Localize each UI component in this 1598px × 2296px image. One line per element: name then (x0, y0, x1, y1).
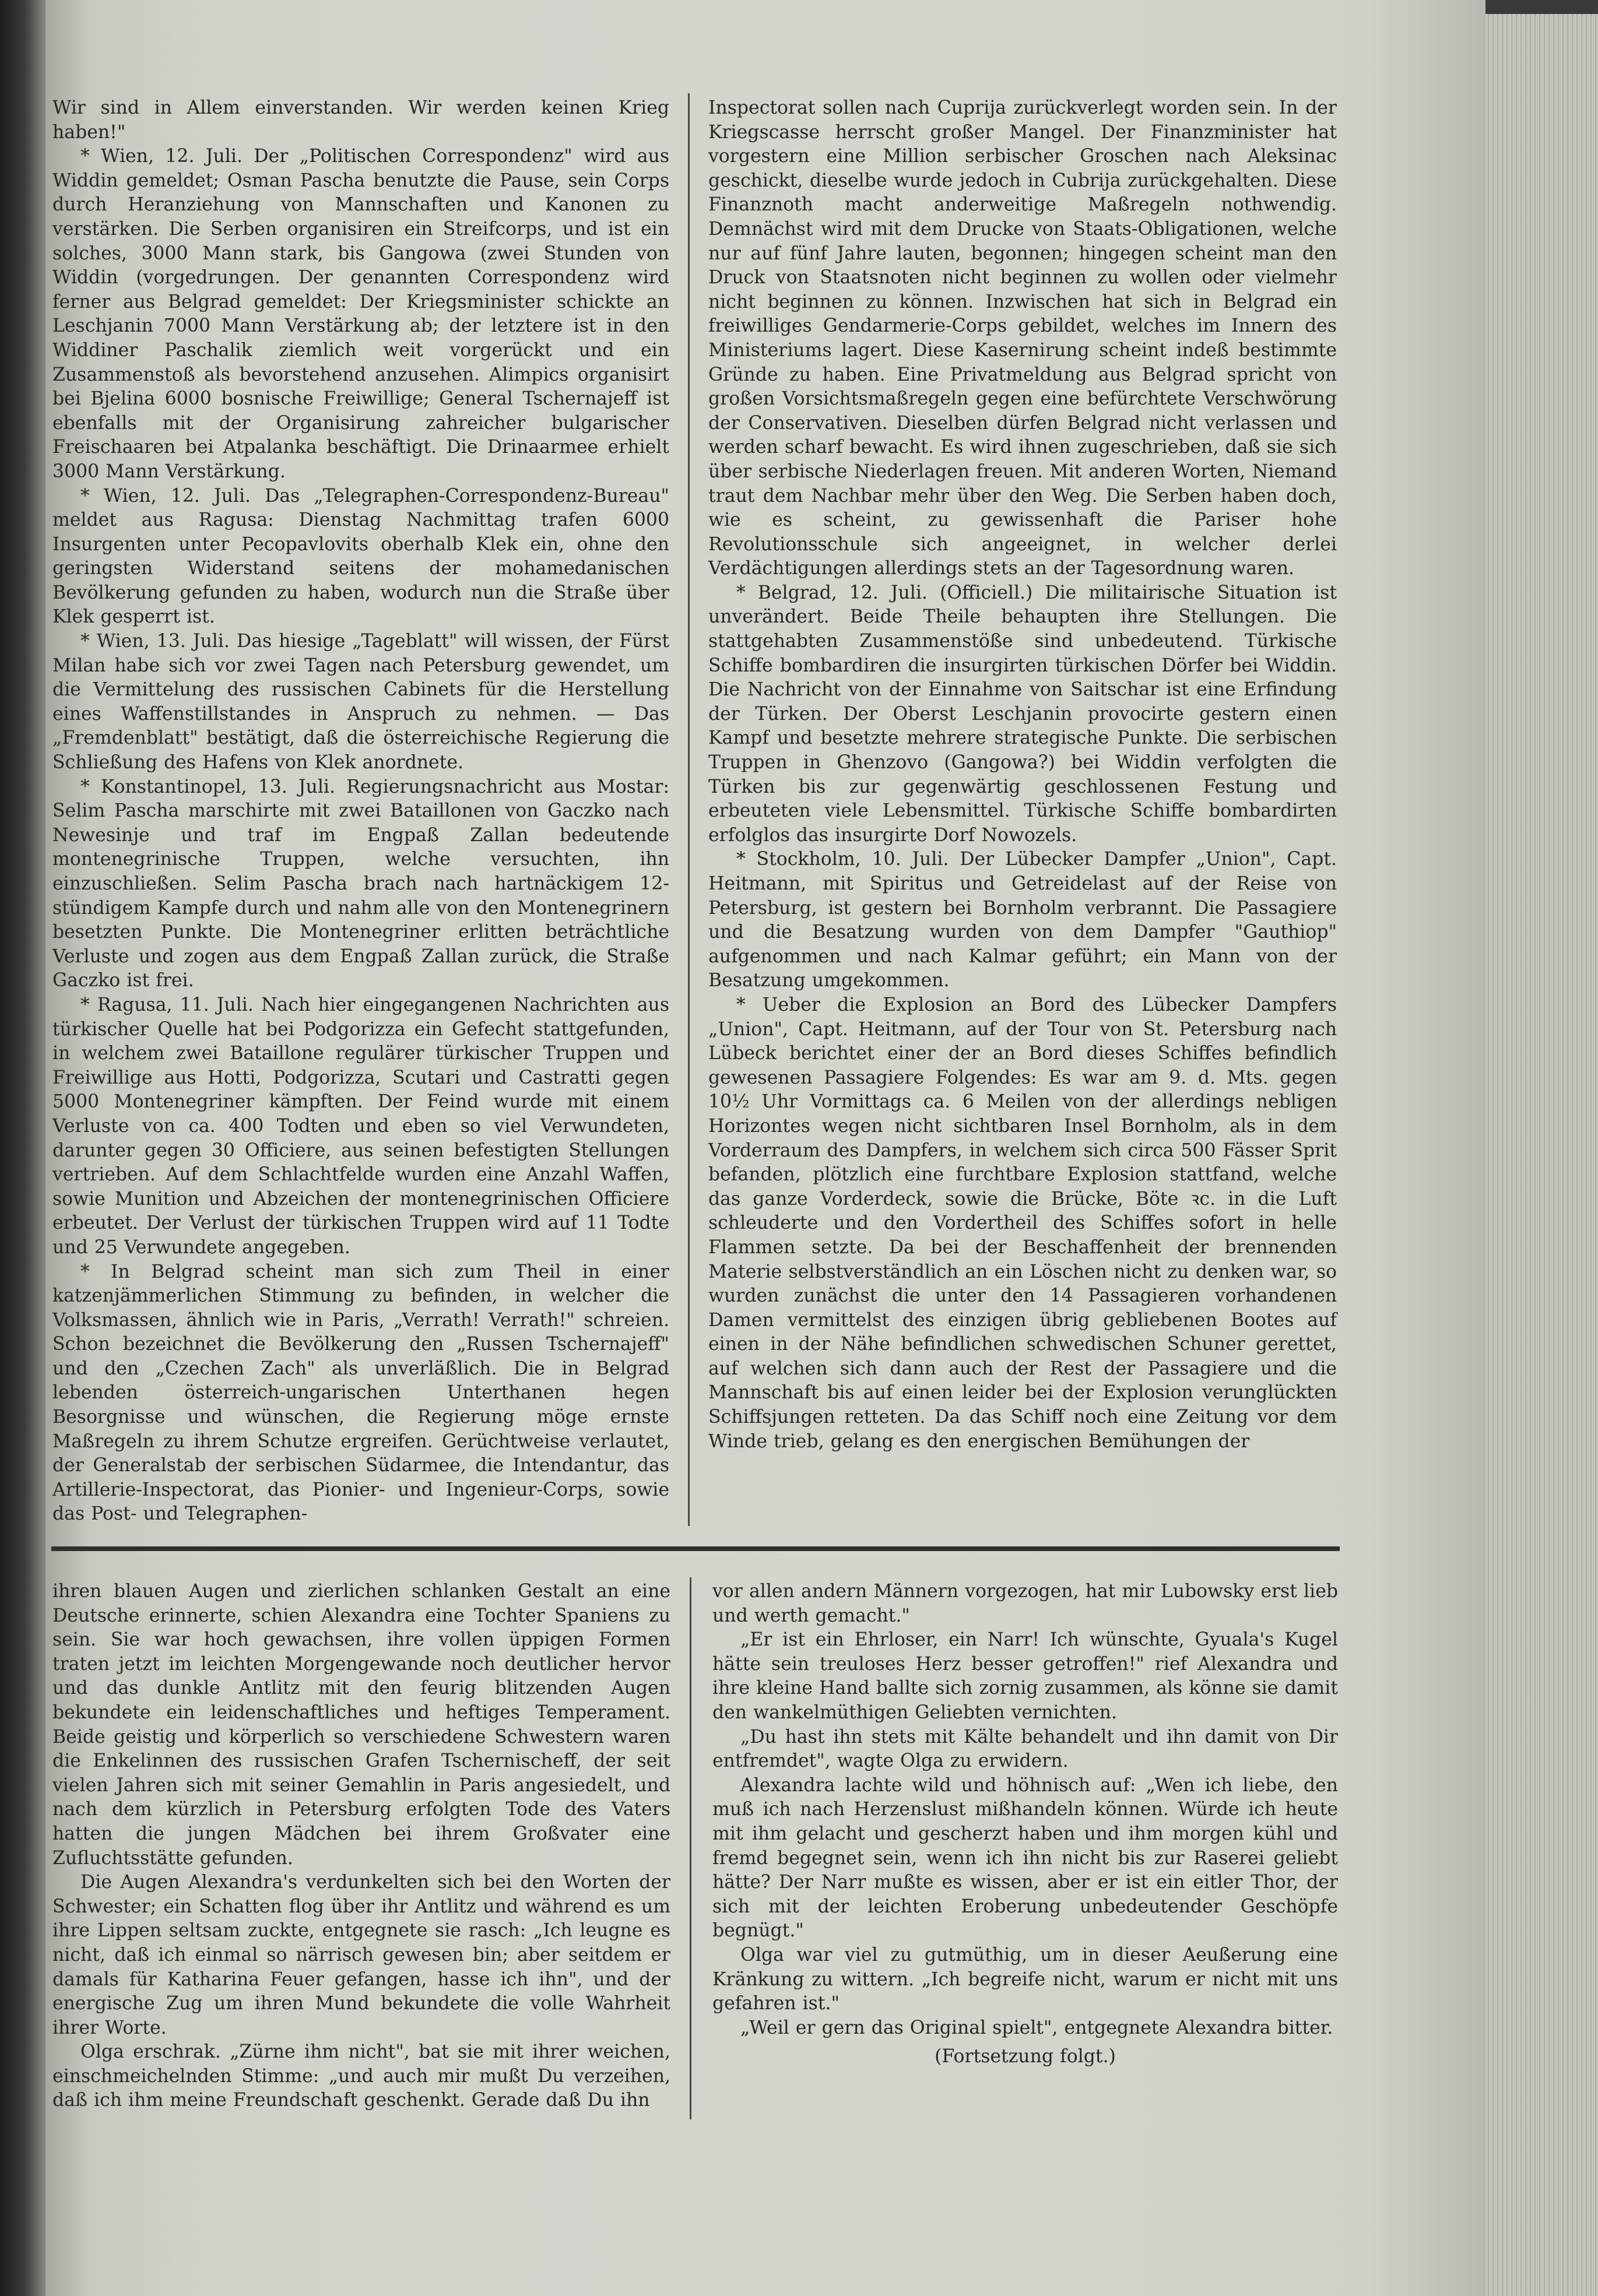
feuilleton-paragraph: „Er ist ein Ehrloser, ein Narr! Ich wünschte, Gyuala's Kugel hätte sein treuloses Herz besser getroffen!" rief Alexandra und ihre kleine Hand ballte sich zornig zusammen, als könne sie damit den wankelmüthigen Geliebten vernichten. (712, 1629, 1338, 1723)
binding-gutter (0, 0, 45, 2296)
news-paragraph: Inspectorat sollen nach Cuprija zurückverlegt worden sein. In der Kriegscasse herrscht großer Mangel. Der Finanzminister hat vorgestern eine Million serbischer Groschen nach Aleksinac geschickt, dieselbe wurde jedoch in Cubrija zurückgehalten. Diese Finanznoth macht anderweitige Maßregeln nothwendig. Demnächst wird mit dem Drucke von Staats-Obligationen, welche nur auf fünf Jahre lauten, begonnen; hingegen scheint man den Druck von Staatsnoten nicht beginnen zu wollen oder vielmehr nicht beginnen zu können. Inzwischen hat sich in Belgrad ein freiwilliges Gendarmerie-Corps gebildet, welches im Innern des Ministeriums lagert. Diese Kasernirung scheint indeß bestimmte Gründe zu haben. Eine Privatmeldung aus Belgrad spricht von großen Vorsichtsmaßregeln gegen eine befürchtete Verschwörung der Conservativen. Dieselben dürfen Belgrad nicht verlassen und werden scharf bewacht. Es wird ihnen zugeschrieben, daß sie sich über serbische Niederlagen freuen. Mit anderen Worten, Niemand traut dem Nachbar mehr über den Weg. Die Serben haben doch, wie es scheint, zu gewissenhaft die Pariser hohe Revolutionsschule sich angeeignet, in welcher derlei Verdächtigungen allerdings stets an der Tagesordnung waren. (708, 97, 1337, 579)
feuilleton-paragraph: Alexandra lachte wild und höhnisch auf: „Wen ich liebe, den muß ich nach Herzenslust mißhandeln können. Würde ich heute mit ihm gelacht und gescherzt haben und ihm morgen kühl und fremd begegnet sein, wenn ich ihn nicht bis zur Raserei geliebt hätte? Der Narr mußte es wissen, aber er ist ein eitler Thor, der sich mit der leichten Eroberung unbedeutender Geschöpfe begnügt." (712, 1774, 1338, 1942)
news-column-right (708, 96, 1337, 1454)
continuation-note: (Fortsetzung folgt.) (935, 2046, 1116, 2068)
feuilleton-separator-rule (51, 1546, 1340, 1551)
news-item-konstantinopel: * Konstantinopel, 13. Juli. Regierungsnachricht aus Mostar: Selim Pascha marschirte mit zwei Bataillonen von Gaczko nach Newesinje und traf im Engpaß Zallan bedeutende montenegrinische Truppen, welche versuchten, ihn einzuschließen. Selim Pascha brach nach hartnäckigem 12-stündigem Kampfe durch und nahm alle von den Montenegrinern besetzten Punkte. Die Montenegriner erlitten beträchtliche Verluste und zogen aus dem Engpaß Zallan zurück, die Straße Gaczko ist frei. (52, 776, 669, 991)
news-item-wien-tageblatt: * Wien, 13. Juli. Das hiesige „Tageblatt" will wissen, der Fürst Milan habe sich vor zwei Tagen nach Petersburg gewendet, um die Vermittelung des russischen Cabinets für die Herstellung eines Waffenstillstandes in Anspruch zu nehmen. — Das „Fremdenblatt" bestätigt, daß die österreichische Regierung die Schließung des Hafens von Klek anordnete. (52, 631, 669, 773)
feuilleton-paragraph: ihren blauen Augen und zierlichen schlanken Gestalt an eine Deutsche erinnerte, schien Alexandra eine Tochter Spaniens zu sein. Sie war hoch gewachsen, ihre vollen üppigen Formen traten jetzt im leichten Morgengewande noch deutlicher hervor und das dunkle Antlitz mit den feurig blitzenden Augen bekundete ein leidenschaftliches und heftiges Temperament. Beide geistig und körperlich so verschiedene Schwestern waren die Enkelinnen des russischen Grafen Tschernischeff, der seit vielen Jahren sich mit seiner Gemahlin in Paris angesiedelt, und nach dem kürzlich in Petersburg erfolgten Tode des Vaters hatten die jungen Mädchen bei ihrem Großvater eine Zufluchtsstätte gefunden. (52, 1581, 670, 1869)
feuilleton-paragraph: vor allen andern Männern vorgezogen, hat mir Lubowsky erst lieb und werth gemacht." (712, 1581, 1338, 1626)
news-item-ragusa: * Ragusa, 11. Juli. Nach hier eingegangenen Nachrichten aus türkischer Quelle hat bei Podgorizza ein Gefecht stattgefunden, in welchem zwei Bataillone regulärer türkischer Truppen und Freiwillige aus Hotti, Podgorizza, Scutari und Castratti gegen 5000 Montenegriner kämpften. Der Feind wurde mit einem Verluste von ca. 400 Todten und eben so viel Verwundeten, darunter gegen 30 Officiere, aus seinen befestigten Stellungen vertrieben. Auf dem Schlachtfelde wurden eine Anzahl Waffen, sowie Munition und Abzeichen der montenegrinischen Officiere erbeutet. Der Verlust der türkischen Truppen wird auf 11 Todte und 25 Verwundete angegeben. (52, 994, 669, 1258)
news-item-belgrad-stimmung: * In Belgrad scheint man sich zum Theil in einer katzenjämmerlichen Stimmung zu befinden, in welcher die Volksmassen, ähnlich wie in Paris, „Verrath! Verrath!" schreien. Schon bezeichnet die Bevölkerung den „Russen Tschernajeff" und den „Czechen Zach" als unverläßlich. Die in Belgrad lebenden österreich-ungarischen Unterthanen hegen Besorgnisse und wünschen, die Regierung möge ernste Maßregeln zu ihrem Schutze ergreifen. Gerüchtweise verlautet, der Generalstab der serbischen Südarmee, die Intendantur, das Artillerie-Inspectorat, das Pionier- und Ingenieur-Corps, sowie das Post- und Telegraphen- (52, 1261, 669, 1525)
column-divider-lower (690, 1577, 691, 2119)
feuilleton-paragraph: Die Augen Alexandra's verdunkelten sich bei den Worten der Schwester; ein Schatten flog über ihr Antlitz und während es um ihre Lippen seltsam zuckte, entgegnete sie rasch: „Ich leugne es nicht, daß ich einmal so närrisch gewesen bin; aber seitdem er damals für Katharina Feuer gefangen, hasse ich ihn", und der energische Zug um ihren Mund bekundete die volle Wahrheit ihrer Worte. (52, 1872, 670, 2038)
news-paragraph: Wir sind in Allem einverstanden. Wir werden keinen Krieg haben!" (52, 97, 669, 143)
page-edges-shadow (1485, 0, 1598, 14)
feuilleton-paragraph: „Du hast ihn stets mit Kälte behandelt und ihn damit von Dir entfremdet", wagte Olga zu erwidern. (712, 1726, 1338, 1772)
news-item-stockholm: * Stockholm, 10. Juli. Der Lübecker Dampfer „Union", Capt. Heitmann, mit Spiritus und Getreidelast auf der Reise von Petersburg, ist gestern bei Bornholm verbrannt. Die Passagiere und die Besatzung wurden von dem Dampfer "Gauthiop" aufgenommen und nach Kalmar geführt; ein Mann von der Besatzung umgekommen. (708, 849, 1337, 991)
column-divider-upper (688, 93, 690, 1526)
feuilleton-column-left (52, 1580, 670, 2113)
news-item-explosion-union: * Ueber die Explosion an Bord des Lübecker Dampfers „Union", Capt. Heitmann, auf der Tour von St. Petersburg nach Lübeck berichtet einer der an Bord dieses Schiffes befindlich gewesenen Passagiere Folgendes: Es war am 9. d. Mts. gegen 10½ Uhr Vormittags ca. 6 Meilen von der allerdings nebligen Horizontes wegen nicht sichtbaren Insel Bornholm, als in dem Vorderraum des Dampfers, in welchem sich circa 500 Fässer Sprit befanden, plötzlich eine furchtbare Explosion stattfand, welche das ganze Vorderdeck, sowie die Brücke, Böte ꝛc. in die Luft schleuderte und den Vordertheil des Schiffes sofort in helle Flammen setzte. Da bei der Beschaffenheit der brennenden Materie selbstverständlich an ein Löschen nicht zu denken war, so wurden zunächst die unter den 14 Passagieren vorhandenen Damen vermittelst des einzigen übrig gebliebenen Bootes auf einen in der Nähe befindlichen schwedischen Schuner gerettet, auf welchen sich dann auch der Rest der Passagiere und die Mannschaft bis auf einen leider bei der Explosion verunglückten Schiffsjungen retteten. Da das Schiff noch eine Zeitung vor dem Winde trieb, gelang es den energischen Bemühungen der (708, 994, 1337, 1452)
feuilleton-paragraph: Olga erschrak. „Zürne ihm nicht", bat sie mit ihrer weichen, einschmeichelnden Stimme: „und auch mir mußt Du verzeihen, daß ich ihm meine Freundschaft geschenkt. Gerade daß Du ihn (52, 2041, 670, 2111)
news-item-wien-politische-correspondenz: * Wien, 12. Juli. Der „Politischen Correspondenz" wird aus Widdin gemeldet; Osman Pascha benutzte die Pause, sein Corps durch Heranziehung von Mannschaften und Kanonen zu verstärken. Die Serben organisiren ein Streifcorps, und ist ein solches, 3000 Mann stark, bis Gangowa (zwei Stunden von Widdin (vorgedrungen. Der genannten Correspondenz wird ferner aus Belgrad gemeldet: Der Kriegsminister schickte an Leschjanin 7000 Mann Verstärkung ab; der letztere ist in den Widdiner Paschalik ziemlich weit vorgerückt und ein Zusammenstoß als bevorstehend anzusehen. Alimpics organisirt bei Bjelina 6000 bosnische Freiwillige; General Tschernajeff ist ebenfalls mit der Organisirung zahreicher bulgarischer Freischaaren bei Atpalanka beschäftigt. Die Drinaarmee erhielt 3000 Mann Verstärkung. (52, 146, 669, 482)
feuilleton-paragraph: Olga war viel zu gutmüthig, um in dieser Aeußerung eine Kränkung zu wittern. „Ich begreife nicht, warum er nicht mit uns gefahren ist." (712, 1944, 1338, 2014)
news-item-wien-telegraphen-bureau: * Wien, 12. Juli. Das „Telegraphen-Correspondenz-Bureau" meldet aus Ragusa: Dienstag Nachmittag trafen 6000 Insurgenten unter Pecopavlovits oberhalb Klek ein, ohne den geringsten Widerstand seitens der mohamedanischen Bevölkerung gefunden zu haben, wodurch nun die Straße über Klek gesperrt ist. (52, 485, 669, 628)
news-column-left (52, 96, 669, 1527)
page-edges (1485, 12, 1598, 2296)
feuilleton-paragraph: „Weil er gern das Original spielt", entgegnete Alexandra bitter. (740, 2017, 1333, 2038)
news-item-belgrad-officiell: * Belgrad, 12. Juli. (Officiell.) Die militairische Situation ist unverändert. Beide Theile behaupten ihre Stellungen. Die stattgehabten Zusammenstöße sind unbedeutend. Türkische Schiffe bombardiren die insurgirten türkischen Dörfer bei Widdin. Die Nachricht von der Einnahme von Saitschar ist eine Erfindung der Türken. Der Oberst Leschjanin provocirte gestern einen Kampf und besetzte mehrere strategische Punkte. Die serbischen Truppen in Ghenzovo (Gangowa?) bei Widdin verfolgten die Türken bis zur gegenwärtig geschlossenen Festung und erbeuteten viele Lebensmittel. Türkische Schiffe bombardirten erfolglos das insurgirte Dorf Nowozels. (708, 582, 1337, 846)
feuilleton-column-right (712, 1580, 1338, 2069)
